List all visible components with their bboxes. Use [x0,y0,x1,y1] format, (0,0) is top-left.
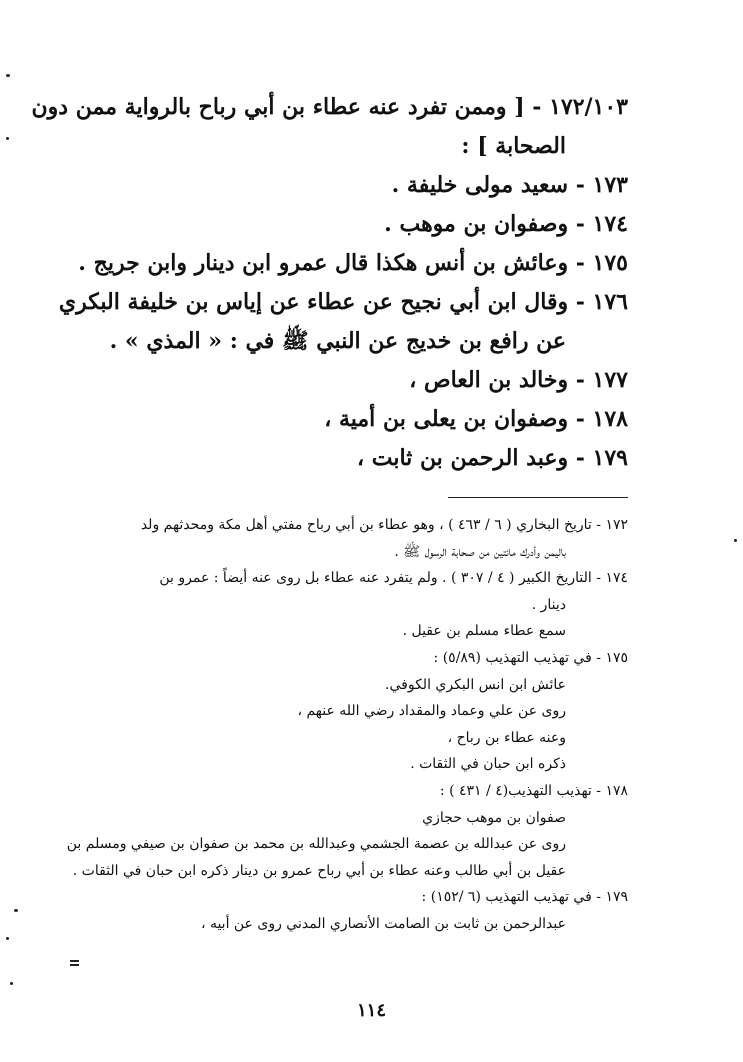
footnote-line: ١٧٤ - التاريخ الكبير ( ٤ / ٣٠٧ ) . ولم يتفرد عنه عطاء بل روى عنه أيضاً : عمرو بن [159,570,628,587]
footnote-line: ذكره ابن حبان في الثقات . [410,756,566,773]
footnote-line: ١٧٨ - تهذيب التهذيب(٤ / ٤٣١ ) : [439,782,628,799]
main-line-3: ١٧٣ - سعيد مولى خليفة . [391,172,628,198]
footnote-line: ١٧٥ - في تهذيب التهذيب (٥/٨٩) : [433,649,628,666]
scan-speck [6,74,10,77]
main-line-6: ١٧٦ - وقال ابن أبي نجيح عن عطاء عن إياس بن خليفة البكري [58,289,628,315]
scan-speck [70,964,79,966]
footnote-line: عبدالرحمن بن ثابت بن الصامت الأنصاري المدني روى عن أبيه ، [200,915,566,932]
footnote-divider [448,497,628,498]
footnotes [60,512,628,938]
main-line-9: ١٧٨ - وصفوان بن يعلى بن أمية ، [324,406,628,432]
footnote-line: وعنه عطاء بن رباح ، [447,729,566,746]
footnote-line: باليمن وأدرك مائتين من صحابة الرسول ﷺ . [394,543,566,560]
footnote-line: صفوان بن موهب حجازي [422,809,566,826]
scan-speck [6,937,9,940]
main-line-10: ١٧٩ - وعبد الرحمن بن ثابت ، [356,445,628,471]
main-line-1: ١٧٢/١٠٣ - [ وممن تفرد عنه عطاء بن أبي رباح بالرواية ممن دون [31,94,628,120]
page-number: ١١٤ [356,1000,386,1021]
footnote-line: عقيل بن أبي طالب وعنه عطاء بن أبي رباح عمرو بن دينار ذكره ابن حبان في الثقات . [72,862,566,879]
main-line-4: ١٧٤ - وصفوان بن موهب . [384,211,628,237]
main-line-5: ١٧٥ - وعائش بن أنس هكذا قال عمرو ابن دينار وابن جريج . [78,250,628,276]
footnote-line: روى عن عبدالله بن عصمة الجشمي وعبدالله بن محمد بن صفوان بن صيفي ومسلم بن [66,836,566,853]
scan-speck [70,960,79,962]
main-text [31,88,628,478]
footnote-line: عائش ابن انس البكري الكوفي. [385,676,566,693]
main-line-7: عن رافع بن خديج عن النبي ﷺ في : « المذي » . [109,328,566,354]
scan-speck [14,909,18,912]
footnote-line: دينار . [531,596,566,613]
scan-speck [6,137,9,140]
footnote-line: روى عن علي وعماد والمقداد رضي الله عنهم ، [297,703,566,720]
main-line-8: ١٧٧ - وخالد بن العاص ، [409,367,628,393]
footnote-line: ١٧٢ - تاريخ البخاري ( ٦ / ٤٦٣ ) ، وهو عطاء بن أبي رباح مفتي أهل مكة ومحدثهم ولد [140,517,628,533]
scan-speck [10,982,13,985]
footnote-line: ١٧٩ - في تهذيب التهذيب (٦ /١٥٢) : [421,889,628,906]
footnote-line: سمع عطاء مسلم بن عقيل . [402,623,566,640]
main-line-2: الصحابة ] : [461,133,566,159]
scan-speck [734,539,737,542]
